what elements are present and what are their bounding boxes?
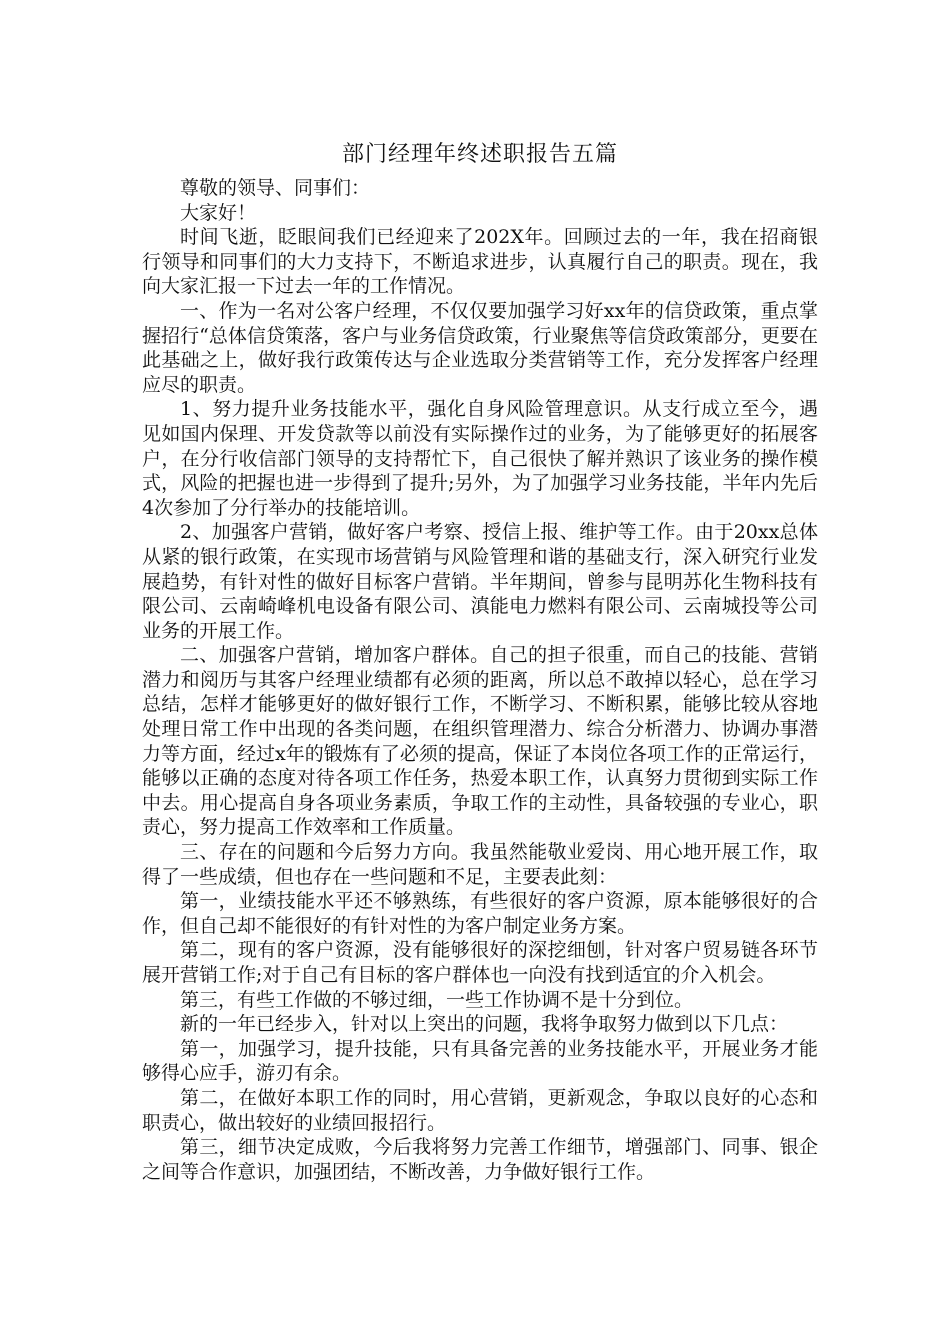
- document-title: 部门经理年终述职报告五篇: [341, 142, 618, 167]
- body-paragraph: 第二，在做好本职工作的同时，用心营销，更新观念，争取以良好的心态和职责心，做出较好的业绩回报招行。: [142, 1086, 818, 1134]
- body-paragraph: 时间飞逝，眨眼间我们已经迎来了202X年。回顾过去的一年，我在招商银行领导和同事们的大力支持下，不断追求进步，认真履行自己的职责。现在，我向大家汇报一下过去一年的工作情况。: [142, 226, 818, 298]
- body-paragraph: 三、存在的问题和今后努力方向。我虽然能敬业爱岗、用心地开展工作，取得了一些成绩，但也存在一些问题和不足，主要表此刻：: [142, 841, 818, 888]
- body-paragraph: 1、努力提升业务技能水平，强化自身风险管理意识。从支行成立至今，遇见如国内保理、开发贷款等以前没有实际操作过的业务，为了能够更好的拓展客户，在分行收信部门领导的支持帮忙下，自己很快了解并熟识了该业务的操作模式，风险的把握也进一步得到了提升;另外，为了加强学习业务技能，半年内先后4次参加了分行举办的技能培训。: [142, 398, 818, 519]
- greeting-paragraph: 大家好！: [180, 201, 257, 224]
- body-paragraph: 第一，加强学习，提升技能，只有具备完善的业务技能水平，开展业务才能够得心应手，游刃有余。: [142, 1037, 818, 1085]
- salutation-paragraph: 尊敬的领导、同事们：: [180, 177, 371, 199]
- body-paragraph: 新的一年已经步入，针对以上突出的问题，我将争取努力做到以下几点：: [180, 1013, 789, 1036]
- body-paragraph: 一、作为一名对公客户经理，不仅仅要加强学习好xx年的信贷政策，重点掌握招行“总体信贷策落，客户与业务信贷政策，行业聚焦等信贷政策部分，更要在此基础之上，做好我行政策传达与企业选取分类营销等工作，充分发挥客户经理应尽的职责。: [142, 299, 818, 396]
- document-body: [142, 140, 818, 1184]
- body-paragraph: 第三，有些工作做的不够过细，一些工作协调不是十分到位。: [180, 988, 694, 1011]
- body-paragraph: 第一，业绩技能水平还不够熟练，有些很好的客户资源，原本能够很好的合作，但自己却不能很好的有针对性的为客户制定业务方案。: [142, 890, 818, 937]
- body-paragraph: 第二，现有的客户资源，没有能够很好的深挖细刨，针对客户贸易链各环节展开营销工作;对于自己有目标的客户群体也一向没有找到适宜的介入机会。: [142, 939, 818, 986]
- body-paragraph: 二、加强客户营销，增加客户群体。自己的担子很重，而自己的技能、营销潜力和阅历与其客户经理业绩都有必须的距离，所以总不敢掉以轻心，总在学习总结，怎样才能够更好的做好银行工作，不断学习、不断积累，能够比较从容地处理日常工作中出现的各类问题，在组织管理潜力、综合分析潜力、协调办事潜力等方面，经过x年的锻炼有了必须的提高，保证了本岗位各项工作的正常运行，能够以正确的态度对待各项工作任务，热爱本职工作，认真努力贯彻到实际工作中去。用心提高自身各项业务素质，争取工作的主动性，具备较强的专业心，职责心，努力提高工作效率和工作质量。: [142, 644, 818, 839]
- body-paragraph: 2、加强客户营销，做好客户考察、授信上报、维护等工作。由于20xx总体从紧的银行政策，在实现市场营销与风险管理和谐的基础支行，深入研究行业发展趋势，有针对性的做好目标客户营销。半年期间，曾参与昆明苏化生物科技有限公司、云南崎峰机电设备有限公司、滇能电力燃料有限公司、云南城投等公司业务的开展工作。: [142, 521, 818, 642]
- body-paragraph: 第三，细节决定成败，今后我将努力完善工作细节，增强部门、同事、银企之间等合作意识，加强团结，不断改善，力争做好银行工作。: [142, 1136, 818, 1183]
